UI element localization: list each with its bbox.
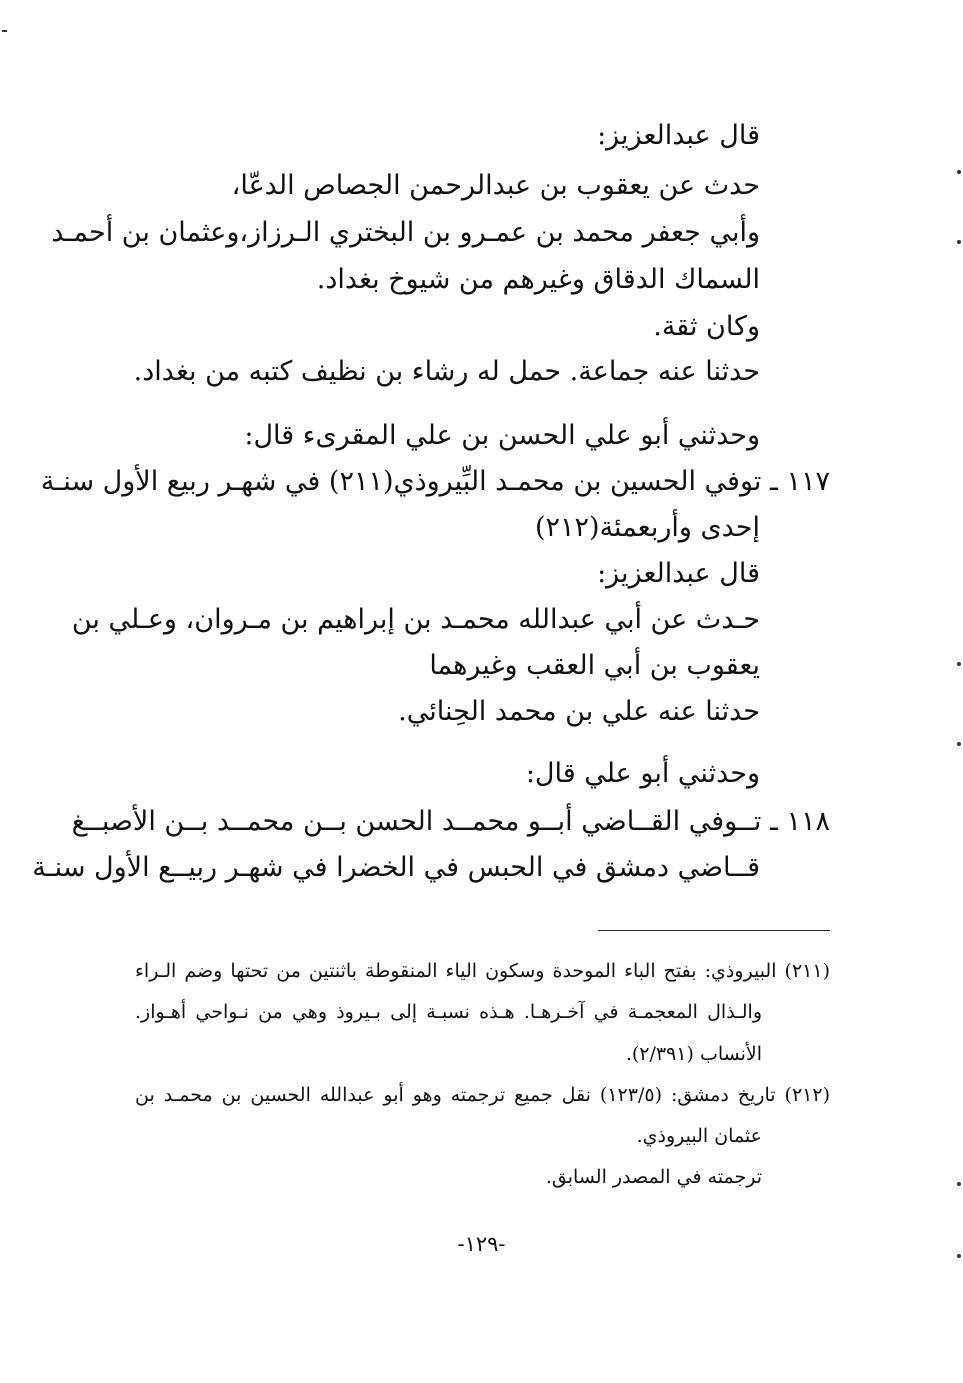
body-line: قال عبدالعزيز: <box>597 120 760 151</box>
scan-mark <box>957 742 961 746</box>
body-line: وكان ثقة. <box>653 311 760 342</box>
body-line: يعقوب بن أبي العقب وغيرهما <box>429 650 760 681</box>
footnote-line: عثمان البيروذي. <box>636 1125 762 1147</box>
scan-mark <box>957 240 961 244</box>
footnote-line: (٢١١) البيروذي: بفتح الباء الموحدة وسكون الياء المنقوطة باثنتين من تحتها وضم الـراء <box>135 960 830 982</box>
body-line: حدثنا عنه علي بن محمد الحِنائي. <box>398 696 760 727</box>
scan-mark <box>957 170 961 174</box>
scan-mark <box>957 662 961 666</box>
footnote-separator <box>598 930 830 931</box>
entry-117-line: ١١٧ ـ توفي الحسين بن محمـد البِّيروذي(٢١١) في شهـر ربيع الأول سنـة <box>40 466 830 497</box>
body-line: السماك الدقاق وغيرهم من شيوخ بغداد. <box>316 264 760 295</box>
body-line: قــاضي دمشق في الحبس في الخضرا في شهـر ربيــع الأول سنـة <box>32 852 760 883</box>
body-line: وحدثني أبو علي الحسن بن علي المقرىء قال: <box>244 420 760 451</box>
scan-mark <box>957 1182 961 1186</box>
entry-118-line: ١١٨ ـ تــوفي القــاضي أبــو محمــد الحسن بــن محمــد بــن الأصبــغ <box>71 806 830 837</box>
body-line: حـدث عن أبي عبدالله محمـد بن إبراهيم بن مـروان، وعـلي بن <box>71 604 760 635</box>
footnote-line: (٢١٢) تاريخ دمشق: (١٢٣/٥) نقل جميع ترجمته وهو أبو عبدالله الحسين بن محمـد بن <box>135 1084 830 1106</box>
body-line: إحدى وأربعمئة(٢١٢) <box>534 512 760 543</box>
scan-mark <box>2 30 7 32</box>
footnote-line: الأنساب (٢/٣٩١). <box>625 1043 762 1065</box>
body-line: حدثنا عنه جماعة. حمل له رشاء بن نظيف كتبه من بغداد. <box>133 356 760 387</box>
body-line: وأبي جعفر محمد بن عمـرو بن البختري الـرزاز،وعثمان بن أحمـد <box>51 217 760 248</box>
scan-mark <box>957 1254 961 1258</box>
body-line: قال عبدالعزيز: <box>597 558 760 589</box>
body-line: وحدثني أبو علي قال: <box>525 758 760 789</box>
footnote-line: ترجمته في المصدر السابق. <box>545 1166 762 1188</box>
footnote-line: والـذال المعجمـة في آخـرهـا. هـذه نسبـة إلى بـيروذ وهي من نـواحي أهـواز. <box>135 1001 762 1023</box>
body-line: حدث عن يعقوب بن عبدالرحمن الجصاص الدعّا، <box>231 170 760 201</box>
page-number: -١٢٩- <box>457 1232 506 1256</box>
